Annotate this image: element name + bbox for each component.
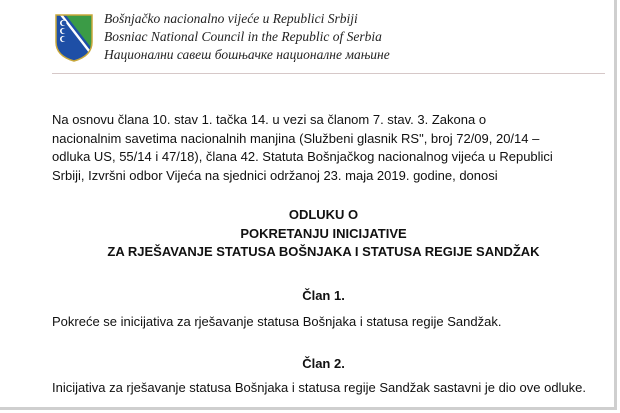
decision-title-line: ZA RJEŠAVANJE STATUSA BOŠNJAKA I STATUSA REGIJE SANDŽAK	[107, 244, 540, 259]
bnv-flag-logo-icon	[55, 14, 93, 62]
intro-paragraph	[52, 111, 595, 185]
header-divider	[52, 73, 605, 74]
org-name-bosnian: Bošnjačko nacionalno vijeće u Republici Srbiji	[104, 11, 358, 26]
org-name-english: Bosniac National Council in the Republic of Serbia	[104, 29, 382, 44]
intro-line: Srbiji, Izvršni odbor Vijeća na sjednici održanoj 23. maja 2019. godine, donosi	[52, 167, 498, 183]
intro-line: Na osnovu člana 10. stav 1. tačka 14. u vezi sa članom 7. stav. 3. Zakona o	[52, 112, 487, 127]
decision-title	[52, 206, 595, 262]
article-1-title: Član 1.	[302, 288, 345, 303]
article-2-title: Član 2.	[302, 356, 345, 371]
intro-line: odluka US, 55/14 i 47/18), člana 42. Statuta Bošnjačkog nacionalnog vijeća u Republici	[52, 149, 553, 165]
org-name-cyrillic: Национални савеш бошњачке националне мањине	[104, 47, 390, 62]
intro-line: nacionalnim savetima nacionalnih manjina (Službeni glasnik RS", broj 72/09, 20/14 –	[52, 130, 540, 146]
decision-title-line: ODLUKU O	[288, 207, 359, 222]
article-2-text: Inicijativa za rješavanje statusa Bošnjaka i statusa regije Sandžak sastavni je dio ove odluke.	[52, 380, 587, 395]
article-1-text: Pokreće se inicijativa za rješavanje statusa Bošnjaka i statusa regije Sandžak.	[52, 314, 502, 329]
organization-name-block	[104, 10, 390, 64]
decision-title-line: POKRETANJU INICIJATIVE	[240, 225, 407, 241]
